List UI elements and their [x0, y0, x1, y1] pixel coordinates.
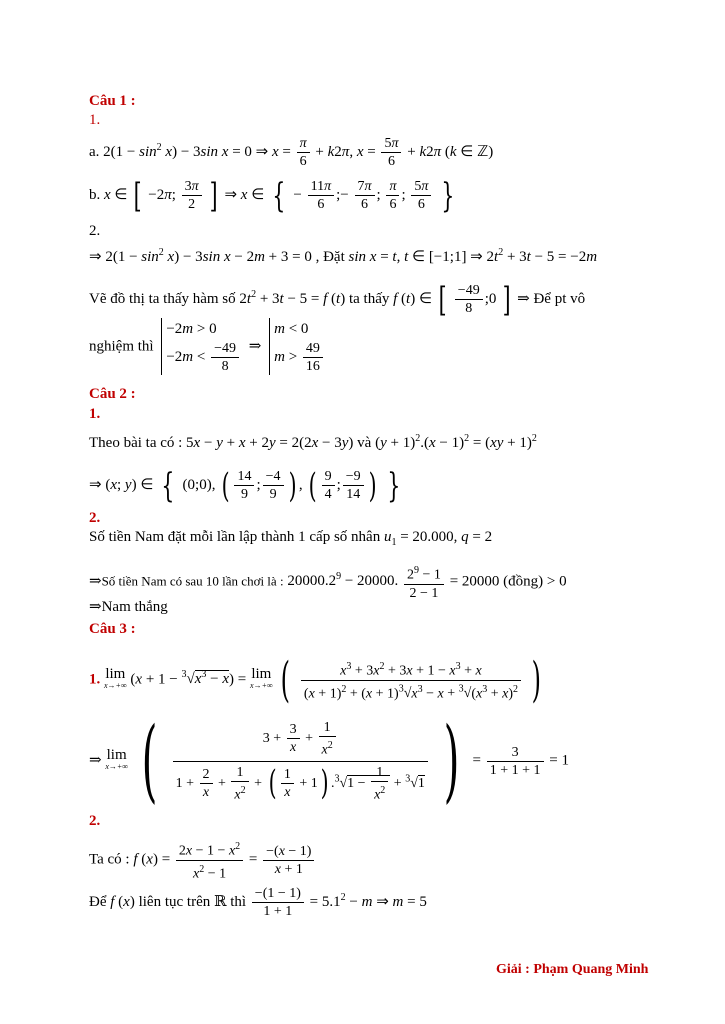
cau2-part1: 1.	[89, 406, 101, 422]
cau3-thi-text: thì	[230, 893, 247, 910]
cau1-system: nghiệm thì −2m > 0 −2m < $\frac{-49}{8}$ ⇒ m < 0 m > $\frac{49}{16}$	[89, 318, 329, 375]
cau1-a-equation: a. $2(1 - \sin^2 x) - 3\sin$ x = 0 ⇒ x = $\frac{\pi}{6}$ + k2π, x = $\frac{5\pi}{6}$ + k2π (k ∈ ℤ)	[89, 136, 494, 169]
cau2-namthang-text: Nam thắng	[101, 599, 168, 615]
cau2-dong-text: (đồng)	[503, 573, 544, 590]
cau2-va-text: và	[357, 435, 372, 451]
cau1-part1: 1.	[89, 112, 101, 128]
cau2-part2: 2.	[89, 510, 101, 526]
cau1-part2-equation: ⇒ $2(1 - \sin^2 x) - 3\sin$ x − 2m + 3 = 0 , Đặt sin x = t, t ∈ [−1;1] ⇒ $2t^2 + 3t - 5 = -2m$	[89, 247, 598, 265]
cau1-heading: Câu 1 :	[89, 93, 136, 109]
cau2-solution-set: ⇒ (x; y) ∈ { (0;0), ( $\frac{14}{9}$ ; $\frac{-4}{9}$ ) , ( $\frac{9}{4}$ ; $\frac{-9}{14}$ ) }	[89, 465, 400, 506]
cau1-a-label: a.	[89, 143, 100, 160]
cau1-ve-text: Vẽ đồ thị ta thấy hàm số	[89, 290, 236, 307]
cau2-sotien10-text: Số tiền Nam có sau 10 lần chơi là :	[101, 573, 284, 589]
cau3-de-text: Để	[89, 893, 107, 910]
cau2-heading: Câu 2 :	[89, 386, 136, 402]
cau3-taco-text: Ta có :	[89, 851, 130, 868]
cau1-part2: 2.	[89, 223, 101, 239]
cau3-part1: 1.	[89, 671, 101, 688]
cau2-sotien-text: Số tiền Nam đặt mỗi lần lập thành 1 cấp số nhân	[89, 529, 381, 545]
cau3-part2: 2.	[89, 813, 101, 829]
cau2-result-line: ⇒Nam thắng	[89, 599, 168, 615]
cau1-nghiem-text: nghiệm thì	[89, 338, 154, 355]
author-footer: Giải : Phạm Quang Minh	[496, 962, 649, 977]
cau2-total-line: ⇒Số tiền Nam có sau 10 lần chơi là : $20000.2^9 - 20000$. $\frac{2^9 - 1}{2 - 1}$ = 20000 (đồng) > 0	[89, 565, 567, 601]
cau2-system-line: Theo bài ta có : 5x − y + x + 2y = 2(2x − 3y) và $(y + 1)^2.(x - 1)^2 = (xy + 1)^2$	[89, 433, 537, 451]
cau1-b-label: b.	[89, 186, 101, 203]
cau3-limit-line1: 1. lim x→+∞ $(x + 1 - ^3√x^3 - x)$ = lim x→+∞ ( $\frac{x^3 + 3x^2 + 3x + 1 - x^3 + x}{(x + 1)^2 + (x + 1)^3√x^3 - x + ^3√(x^3 + x)^2}$ )	[89, 652, 541, 708]
cau2-geometric-line: Số tiền Nam đặt mỗi lần lập thành 1 cấp số nhân $u_1 = 20.000$, q = 2	[89, 529, 493, 548]
cau1-b-equation: b. x ∈ [ −2π; $\frac{3\pi}{2}$ ] ⇒ x ∈ { − $\frac{11\pi}{6}$ ;− $\frac{7\pi}{6}$ ; $\frac{\pi}{6}$ ; $\frac{5\pi}{6}$ }	[89, 175, 455, 216]
cau1-tathay-text: ta thấy	[348, 290, 390, 307]
cau2-theo-text: Theo bài ta có :	[89, 435, 183, 451]
cau3-lientuc-text: liên tục trên	[138, 893, 211, 910]
cau3-function-line: Ta có : f (x) = $\frac{2x - 1 - x^2}{x^2 - 1}$ = $\frac{-(x - 1)}{x + 1}$	[89, 838, 316, 882]
cau1-dat-text: , Đặt	[315, 249, 345, 265]
cau3-heading: Câu 3 :	[89, 621, 136, 637]
cau3-limit-line2: ⇒ lim x→+∞ ( 3 + $\frac{3}{x}$ + $\frac{1}{x^2}$ 1 + $\frac{2}{x}$ + $\frac{1}{x^2}$ + ( $\frac{1}{x}$ + 1) .$^3$√1 − $\frac{1}{x^2}$ + $^3$√1 ) = $\frac{3}{1 + 1 + 1}$ = 1	[89, 708, 569, 813]
cau1-graph-line: Vẽ đồ thị ta thấy hàm số $2t^2 + 3t - 5 = f$ (t) ta thấy f (t) ∈ [ $\frac{-49}{8}$ ;0 ] ⇒ Để pt vô	[89, 279, 586, 320]
cau1-de-pt-text: Để pt vô	[533, 290, 586, 307]
cau3-continuity-line: Để f (x) liên tục trên ℝ thì $\frac{-(1 - 1)}{1 + 1}$ = $5.1^2 - m$ ⇒ m = 5	[89, 886, 427, 919]
